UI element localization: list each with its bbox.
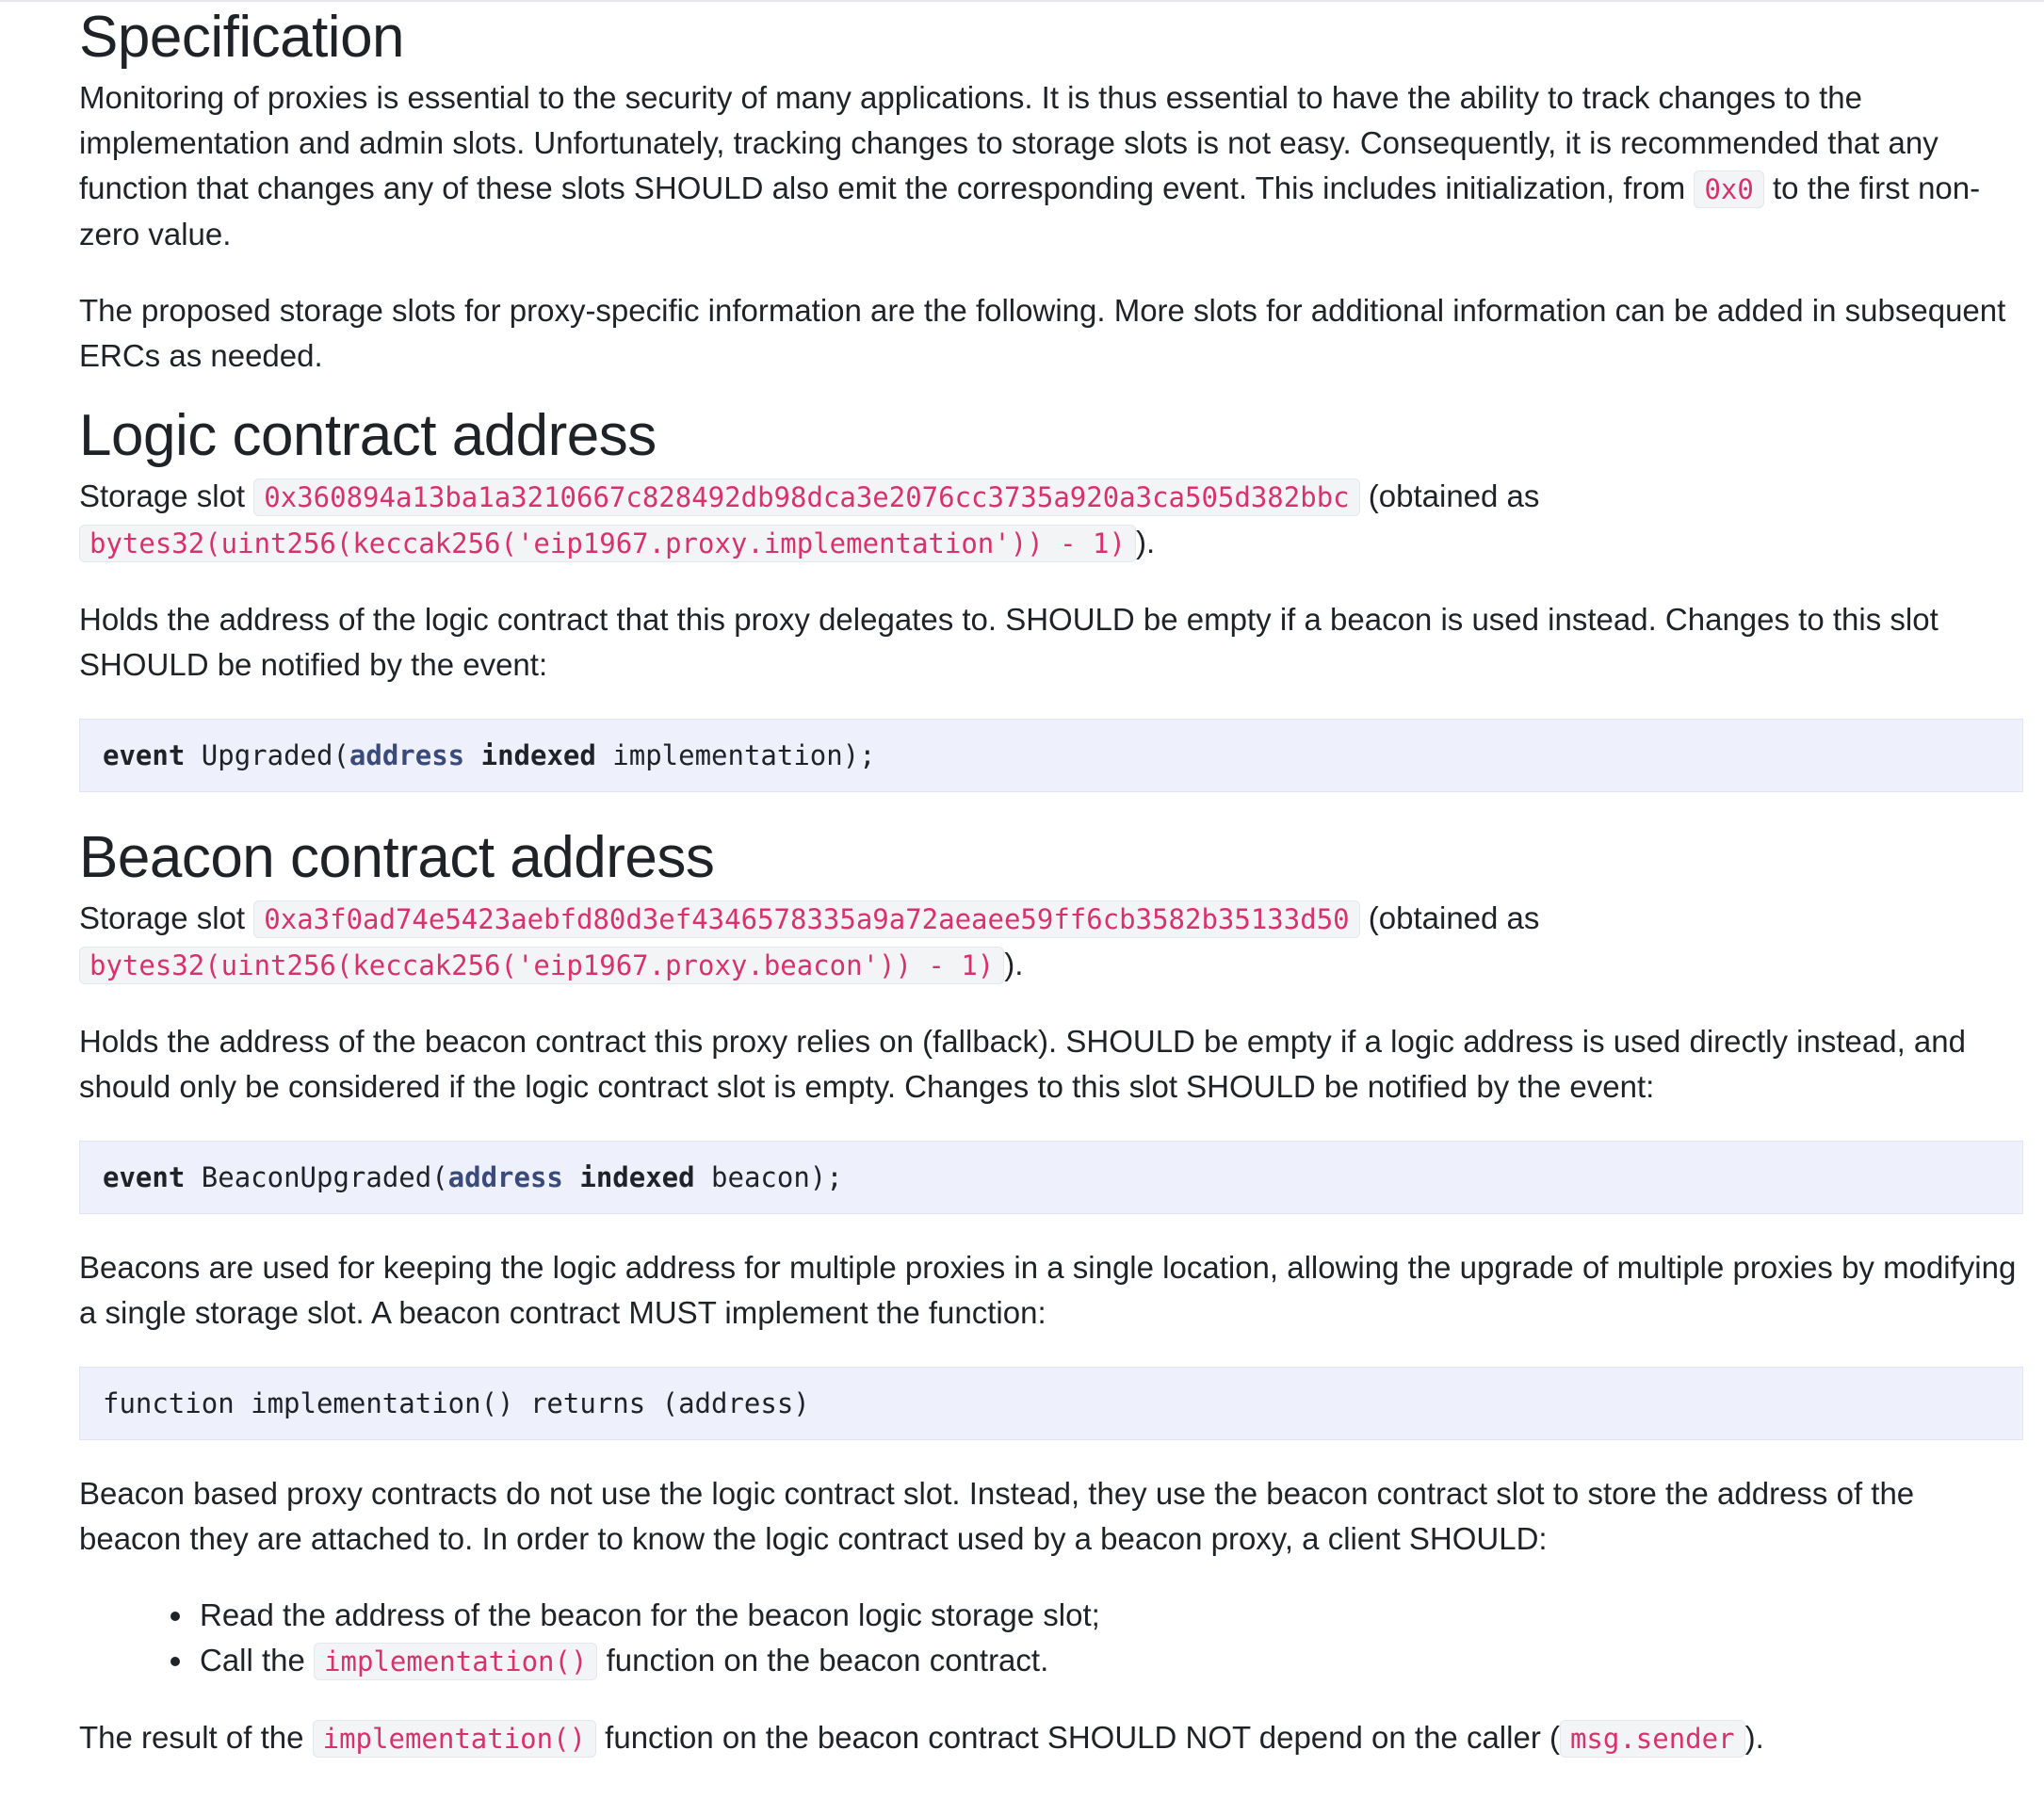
code-text: beacon);: [694, 1161, 843, 1193]
client-steps-list: [79, 1593, 2023, 1684]
code-text: [563, 1161, 579, 1193]
beacons-usage-paragraph: Beacons are used for keeping the logic address for multiple proxies in a single location, allowing the upgrade of multiple proxies by modifying a single storage slot. A beacon contract MUST implement the function:: [79, 1250, 2017, 1330]
text: Storage slot: [79, 900, 254, 935]
function-wrapper: [79, 1367, 2023, 1440]
upgraded-event-code-block: [79, 719, 2023, 792]
modifier-keyword: indexed: [579, 1161, 695, 1193]
logic-storage-slot-paragraph: [79, 474, 2023, 566]
text: ).: [1004, 947, 1024, 981]
beacon-upgraded-event-code-block: [79, 1141, 2023, 1214]
keyword: event: [103, 739, 186, 771]
specification-paragraph-2: The proposed storage slots for proxy-specific information are the following. More slots for additional information can be added in subsequent ERCs as needed.: [79, 293, 2006, 373]
keyword: event: [103, 1161, 186, 1193]
msg-sender-inline-code: msg.sender: [1560, 1720, 1745, 1758]
logic-obtained-code: bytes32(uint256(keccak256('eip1967.proxy.implementation')) - 1): [79, 525, 1136, 562]
specification-heading: Specification: [79, 5, 405, 70]
text: to the first non-zero value.: [79, 170, 1981, 251]
inline-code-0x0: 0x0: [1694, 170, 1763, 208]
list-item: • Read the address of the beacon for the beacon logic storage slot;: [196, 1593, 2023, 1638]
code-text: Upgraded(: [185, 739, 349, 771]
modifier-keyword: indexed: [480, 739, 596, 771]
type-keyword: address: [447, 1161, 563, 1193]
specification-paragraph-1: [79, 75, 2023, 257]
text: Call the: [200, 1643, 315, 1677]
type-keyword: address: [349, 739, 465, 771]
implementation-inline-code: implementation(): [313, 1720, 596, 1758]
logic-slot-code: 0x360894a13ba1a3210667c828492db98dca3e2076cc3735a920a3ca505d382bbc: [253, 478, 1359, 516]
text: The result of the: [79, 1720, 313, 1755]
text: (obtained as: [1359, 900, 1540, 935]
logic-description: Holds the address of the logic contract that this proxy delegates to. SHOULD be empty if a beacon is used instead. Changes to this slot SHOULD be notified by the event:: [79, 602, 1939, 682]
beacon-slot-code: 0xa3f0ad74e5423aebfd80d3ef4346578335a9a72aeaee59ff6cb3582b35133d50: [253, 900, 1359, 938]
implementation-function-code-block: function implementation() returns (address): [79, 1367, 2023, 1440]
beacon-event-wrapper: [79, 1141, 2023, 1214]
logic-event-wrapper: [79, 719, 2023, 792]
code-text: [464, 739, 480, 771]
beacon-contract-heading: Beacon contract address: [79, 825, 715, 890]
text: (obtained as: [1359, 478, 1540, 513]
text: ).: [1744, 1720, 1764, 1755]
beacon-storage-slot-paragraph: [79, 896, 2023, 988]
text: ).: [1135, 525, 1156, 559]
code-text: BeaconUpgraded(: [185, 1161, 448, 1193]
text: Storage slot: [79, 478, 254, 513]
beacon-obtained-code: bytes32(uint256(keccak256('eip1967.proxy.beacon')) - 1): [79, 947, 1004, 984]
result-paragraph: [79, 1715, 2023, 1761]
document-content: [79, 0, 2023, 1761]
implementation-inline-code: implementation(): [314, 1643, 597, 1680]
text: Monitoring of proxies is essential to the security of many applications. It is thus essential to have the ability to track changes to the implementation and admin slots. Unfortunately, tracking changes to storage slots is not easy. Consequently, it is recommended that any function that changes any of these slots SHOULD also emit the corresponding event. This includes initialization, from: [79, 80, 1939, 205]
code-text: implementation);: [595, 739, 876, 771]
beacon-description: Holds the address of the beacon contract this proxy relies on (fallback). SHOULD be empty if a logic address is used directly instead, and should only be considered if the logic contract slot is empty. Changes to this slot SHOULD be notified by the event:: [79, 1024, 1966, 1104]
list-item: [196, 1638, 2023, 1684]
text: function on the beacon contract SHOULD NOT depend on the caller (: [596, 1720, 1560, 1755]
beacon-based-proxy-paragraph: Beacon based proxy contracts do not use the logic contract slot. Instead, they use the beacon contract slot to store the address of the beacon they are attached to. In order to know the logic contract used by a beacon proxy, a client SHOULD:: [79, 1476, 1915, 1556]
text: function on the beacon contract.: [597, 1643, 1049, 1677]
logic-contract-heading: Logic contract address: [79, 403, 657, 468]
